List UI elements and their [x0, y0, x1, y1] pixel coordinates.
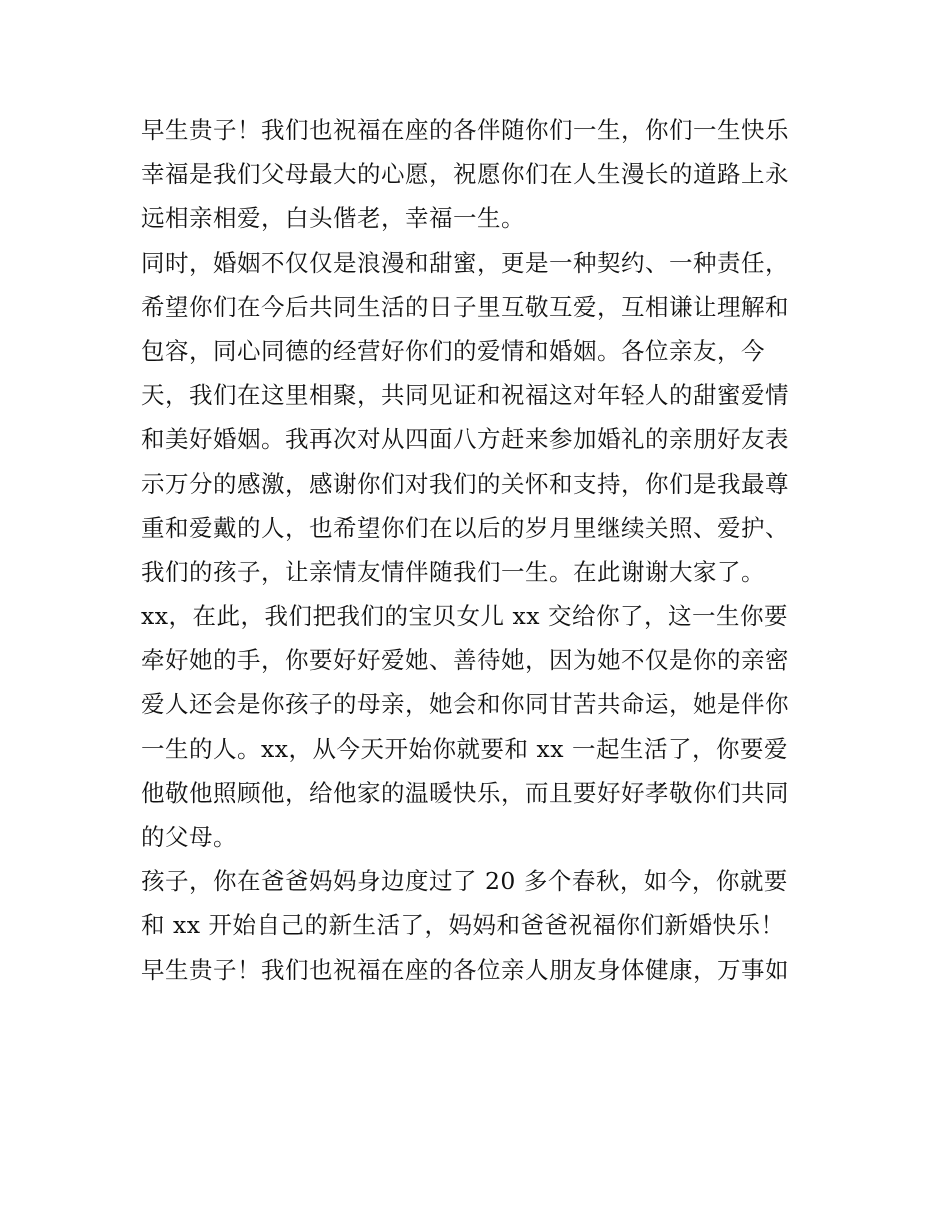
text-line: 的父母。: [141, 823, 237, 851]
text-line: 示万分的感激，感谢你们对我们的关怀和支持，你们是我最尊: [141, 469, 789, 498]
text-line: 幸福是我们父母最大的心愿，祝愿你们在人生漫长的道路上永: [141, 160, 789, 189]
document-body: [141, 108, 813, 992]
text-line: 孩子，你在爸爸妈妈身边度过了 20 多个春秋，如今，你就要: [141, 867, 788, 896]
text-line: 一生的人。xx，从今天开始你就要和 xx 一起生活了，你要爱: [141, 734, 788, 763]
text-line: 和 xx 开始自己的新生活了，妈妈和爸爸祝福你们新婚快乐！: [141, 911, 785, 940]
text-line: 天，我们在这里相聚，共同见证和祝福这对年轻人的甜蜜爱情: [141, 381, 789, 410]
text-line: 他敬他照顾他，给他家的温暖快乐，而且要好好孝敬你们共同: [141, 778, 789, 807]
text-line: 爱人还会是你孩子的母亲，她会和你同甘苦共命运，她是伴你: [141, 690, 789, 719]
text-line: xx，在此，我们把我们的宝贝女儿 xx 交给你了，这一生你要: [141, 602, 788, 631]
text-line: 早生贵子！我们也祝福在座的各位亲人朋友身体健康，万事如: [141, 955, 789, 984]
text-line: 远相亲相爱，白头偕老，幸福一生。: [141, 204, 525, 233]
text-line: 早生贵子！我们也祝福在座的各伴随你们一生，你们一生快乐: [141, 116, 789, 144]
text-line: 牵好她的手，你要好好爱她、善待她，因为她不仅是你的亲密: [141, 646, 789, 675]
text-line: 包容，同心同德的经营好你们的爱情和婚姻。各位亲友，今: [141, 336, 765, 365]
text-line: 同时，婚姻不仅仅是浪漫和甜蜜，更是一种契约、一种责任，: [141, 248, 789, 277]
text-line: 希望你们在今后共同生活的日子里互敬互爱，互相谦让理解和: [141, 292, 789, 321]
text-line: 和美好婚姻。我再次对从四面八方赶来参加婚礼的亲朋好友表: [141, 425, 789, 454]
text-line: 我们的孩子，让亲情友情伴随我们一生。在此谢谢大家了。: [141, 557, 765, 586]
text-line: 重和爱戴的人，也希望你们在以后的岁月里继续关照、爱护、: [141, 513, 789, 542]
